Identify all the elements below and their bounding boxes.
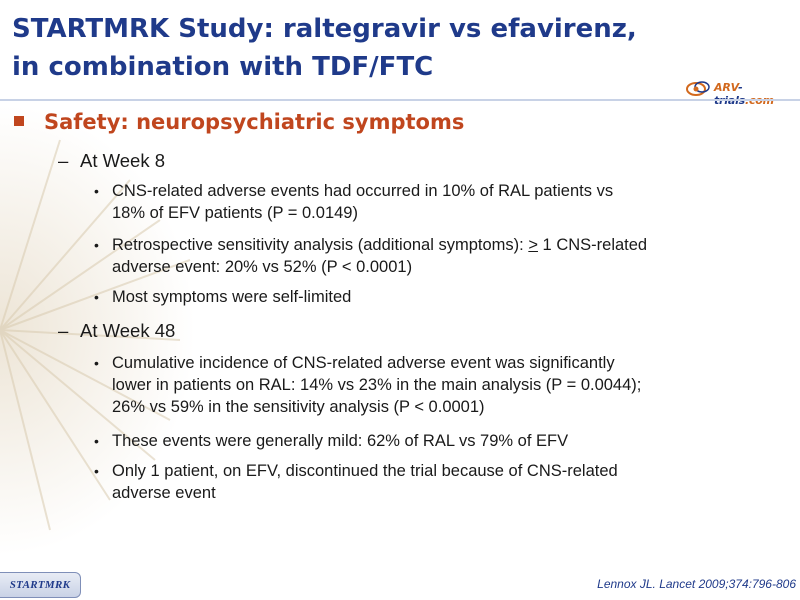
greater-equal-symbol: > [528, 236, 538, 254]
logo-text-arv: ARV [714, 81, 739, 94]
dash-bullet-icon: – [58, 320, 69, 341]
subheading-week-48 [58, 320, 175, 342]
bullet-item [94, 234, 774, 278]
bullet-item [94, 180, 774, 224]
dash-bullet-icon: – [58, 150, 69, 171]
bullet-item [94, 286, 774, 308]
dot-bullet-icon: • [94, 433, 99, 449]
dot-bullet-icon: • [94, 237, 99, 253]
bullet-item [94, 430, 774, 452]
bullet-line [112, 234, 774, 256]
dot-bullet-icon: • [94, 183, 99, 199]
bullet-item [94, 352, 774, 418]
bullet-item [94, 460, 774, 504]
square-bullet-icon [14, 116, 24, 126]
bullet-line: These events were generally mild: 62% of RAL vs 79% of EFV [112, 432, 569, 450]
arv-trials-logo [686, 77, 796, 99]
study-badge: STARTMRK [0, 572, 81, 598]
title-line-2: in combination with TDF/FTC [12, 52, 434, 82]
bullet-text-pre: Retrospective sensitivity analysis (additional symptoms): [112, 236, 529, 254]
bullet-line: 26% vs 59% in the sensitivity analysis (P < 0.0001) [112, 398, 485, 416]
slide-title [12, 10, 652, 86]
logo-swirl-icon [686, 79, 712, 97]
subheading-week-48-text: At Week 48 [80, 320, 176, 341]
bullet-line: Most symptoms were self-limited [112, 288, 352, 306]
section-heading [14, 110, 464, 134]
dot-bullet-icon: • [94, 355, 99, 371]
bullet-text-post: 1 CNS-related [537, 236, 648, 254]
citation: Lennox JL. Lancet 2009;374:796-806 [597, 577, 796, 591]
title-divider [0, 99, 800, 101]
subheading-week-8 [58, 150, 165, 172]
bullet-line: adverse event: 20% vs 52% (P < 0.0001) [112, 258, 413, 276]
logo-text-trials: - [738, 81, 743, 94]
bullet-line: Only 1 patient, on EFV, discontinued the trial because of CNS-related [112, 462, 618, 480]
section-heading-text: Safety: neuropsychiatric symptoms [44, 110, 465, 134]
bullet-line: lower in patients on RAL: 14% vs 23% in the main analysis (P = 0.0044); [112, 376, 642, 394]
bullet-line: adverse event [112, 484, 216, 502]
dot-bullet-icon: • [94, 289, 99, 305]
dot-bullet-icon: • [94, 463, 99, 479]
logo-text [714, 81, 796, 107]
title-line-1: STARTMRK Study: raltegravir vs efavirenz, [12, 14, 637, 44]
bullet-line: 18% of EFV patients (P = 0.0149) [112, 204, 358, 222]
subheading-week-8-text: At Week 8 [80, 150, 166, 171]
bullet-line: CNS-related adverse events had occurred in 10% of RAL patients vs [112, 182, 614, 200]
bullet-line: Cumulative incidence of CNS-related adverse event was significantly [112, 354, 615, 372]
